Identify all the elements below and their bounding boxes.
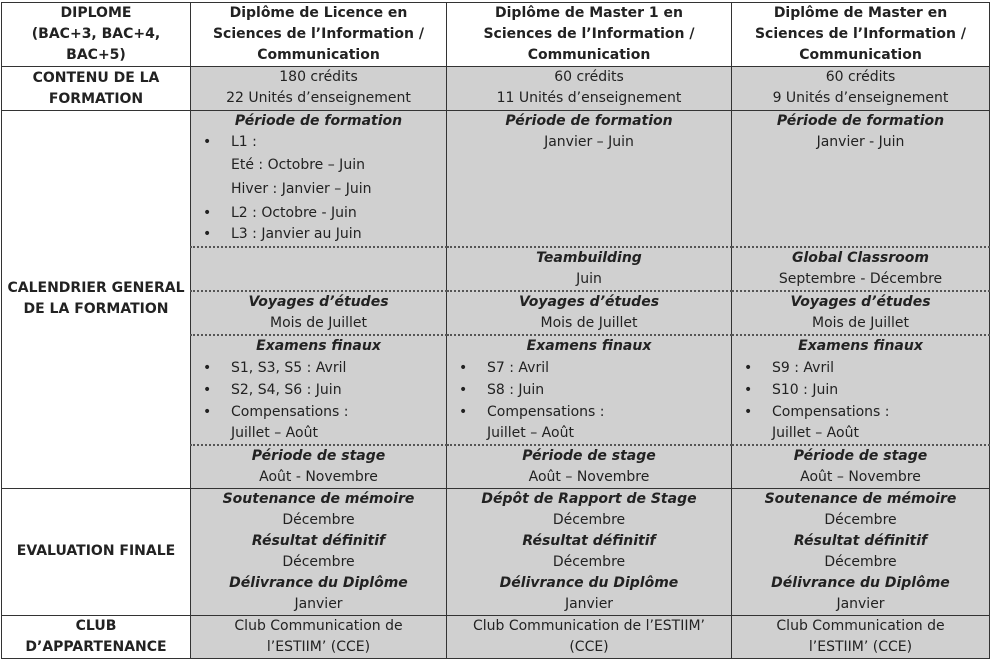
contenu-label: CONTENU DE LA FORMATION [2,67,191,111]
voyages-master1: Voyages d’études Mois de Juillet [447,291,732,335]
list-item: • L3 : Janvier au Juin [191,224,446,245]
evaluation-row [2,488,990,615]
list-item: • S10 : Juin [732,379,989,401]
periode-master1: Période de formation Janvier – Juin [447,111,732,247]
voyages-licence: Voyages d’études Mois de Juillet [191,291,447,335]
contenu-master1: 60 crédits 11 Unités d’enseignement [447,67,732,111]
list-item: • L2 : Octobre - Juin [191,203,446,224]
list-item: • Compensations : [447,401,731,423]
examens-master: Examens finaux • S9 : Avril • S10 : Juin • Compensations : Juillet – Août [732,335,990,445]
examens-master1: Examens finaux • S7 : Avril • S8 : Juin • Compensations : Juillet – Août [447,335,732,445]
calendrier-label: CALENDRIER GENERAL DE LA FORMATION [2,111,191,489]
club-row [2,615,990,658]
licence-periode-list [191,132,446,153]
evaluation-master: Soutenance de mémoire Décembre Résultat définitif Décembre Délivrance du Diplôme Janvier [732,488,990,615]
licence-header: Diplôme de Licence en Sciences de l’Information / Communication [191,3,447,67]
teambuilding-cell: Teambuilding Juin [447,247,732,291]
contenu-row [2,67,990,111]
stage-master1: Période de stage Août – Novembre [447,445,732,489]
club-master: Club Communication de l’ESTIIM’ (CCE) [732,615,990,658]
list-item: • Compensations : [732,401,989,423]
list-item: • S1, S3, S5 : Avril [191,357,446,379]
global-classroom-cell: Global Classroom Septembre - Décembre [732,247,990,291]
diplome-header: DIPLOME (BAC+3, BAC+4, BAC+5) [2,3,191,67]
master-header: Diplôme de Master en Sciences de l’Information / Communication [732,3,990,67]
activite-licence [191,247,447,291]
list-item: • S9 : Avril [732,357,989,379]
master1-header: Diplôme de Master 1 en Sciences de l’Information / Communication [447,3,732,67]
formation-table [1,2,990,659]
examens-licence: Examens finaux • S1, S3, S5 : Avril • S2, S4, S6 : Juin • Compensations : Juillet – Août [191,335,447,445]
evaluation-master1: Dépôt de Rapport de Stage Décembre Résultat définitif Décembre Délivrance du Diplôme Janvier [447,488,732,615]
list-item: • Compensations : [191,401,446,423]
header-row [2,3,990,67]
club-label: CLUB D’APPARTENANCE [2,615,191,658]
periode-formation-row [2,111,990,247]
list-item: • S8 : Juin [447,379,731,401]
list-item: • L1 : [191,132,446,153]
contenu-master: 60 crédits 9 Unités d’enseignement [732,67,990,111]
list-item: • S2, S4, S6 : Juin [191,379,446,401]
list-item: • S7 : Avril [447,357,731,379]
evaluation-licence: Soutenance de mémoire Décembre Résultat définitif Décembre Délivrance du Diplôme Janvier [191,488,447,615]
evaluation-label: EVALUATION FINALE [2,488,191,615]
periode-licence: Période de formation • L1 : Eté : Octobre – Juin Hiver : Janvier – Juin • L2 : Octobre - Juin • L3 : Janvier au Juin [191,111,447,247]
contenu-licence: 180 crédits 22 Unités d’enseignement [191,67,447,111]
club-master1: Club Communication de l’ESTIIM’ (CCE) [447,615,732,658]
club-licence: Club Communication de l’ESTIIM’ (CCE) [191,615,447,658]
voyages-master: Voyages d’études Mois de Juillet [732,291,990,335]
periode-master: Période de formation Janvier - Juin [732,111,990,247]
stage-master: Période de stage Août – Novembre [732,445,990,489]
stage-licence: Période de stage Août - Novembre [191,445,447,489]
